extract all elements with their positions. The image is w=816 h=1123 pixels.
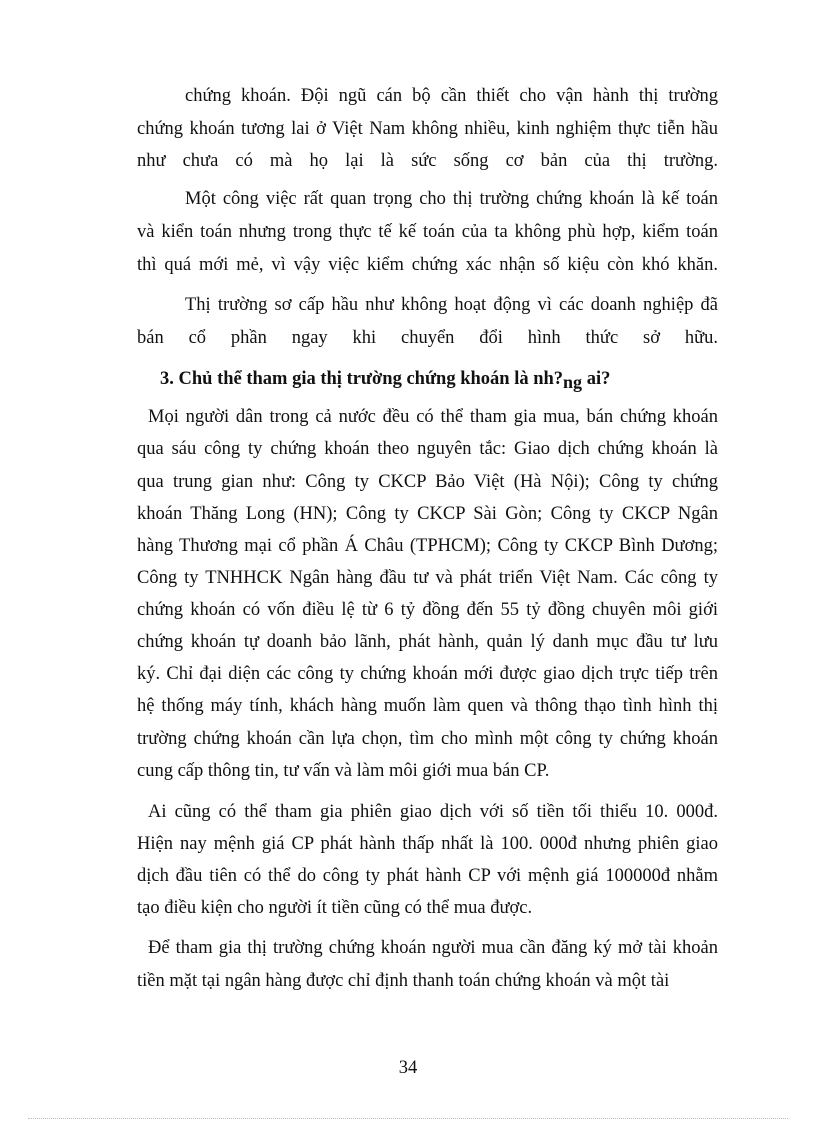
section-heading — [160, 369, 611, 392]
text-line: thì quá mới mẻ, vì vậy việc kiểm chứng xác nhận số kiệu còn khó khăn. — [137, 255, 718, 275]
text-line: dịch đầu tiên có thể do công ty phát hành CP với mệnh giá 100000đ nhằm — [137, 866, 718, 886]
text-line: hệ thống máy tính, khách hàng muốn làm quen và thông thạo tình hình thị — [137, 696, 718, 716]
text-line: Để tham gia thị trường chứng khoán người mua cần đăng ký mở tài khoản — [148, 938, 718, 958]
text-line: Một công việc rất quan trọng cho thị trường chứng khoán là kế toán — [185, 189, 718, 209]
text-line: khoán Thăng Long (HN); Công ty CKCP Sài Gòn; Công ty CKCP Ngân — [137, 504, 718, 524]
text-line: tạo điều kiện cho người ít tiền cũng có thể mua được. — [137, 898, 533, 918]
text-line: chứng khoán có vốn điều lệ từ 6 tỷ đồng đến 55 tỷ đồng chuyên môi giới — [137, 600, 718, 620]
text-line: chứng khoán. Đội ngũ cán bộ cần thiết cho vận hành thị trường — [185, 86, 718, 106]
text-line: chứng khoán tự doanh bảo lãnh, phát hành, quản lý danh mục đầu tư lưu — [137, 632, 718, 652]
text-line: tiền mặt tại ngân hàng được chỉ định thanh toán chứng khoán và một tài — [137, 971, 670, 991]
footer-divider — [28, 1118, 788, 1119]
heading-tail: ai? — [582, 369, 611, 389]
text-line: Ai cũng có thể tham gia phiên giao dịch với số tiền tối thiểu 10. 000đ. — [148, 802, 718, 822]
text-line: ký. Chỉ đại diện các công ty chứng khoán mới được giao dịch trực tiếp trên — [137, 664, 718, 684]
page-number: 34 — [398, 1058, 418, 1078]
text-line: qua trung gian như: Công ty CKCP Bảo Việt (Hà Nội); Công ty chứng — [137, 472, 718, 492]
text-line: trường chứng khoán cần lựa chọn, tìm cho mình một công ty chứng khoán — [137, 729, 718, 749]
heading-main: 3. Chủ thể tham gia thị trường chứng khoán là nh? — [160, 369, 564, 389]
text-line: Hiện nay mệnh giá CP phát hành thấp nhất là 100. 000đ nhưng phiên giao — [137, 834, 718, 854]
text-line: chứng khoán tương lai ở Việt Nam không nhiều, kinh nghiệm thực tiễn hầu — [137, 119, 718, 139]
text-line: như chưa có mà họ lại là sức sống cơ bản của thị trường. — [137, 151, 718, 171]
text-line: hàng Thương mại cổ phần Á Châu (TPHCM); Công ty CKCP Bình Dương; — [137, 536, 718, 556]
text-line: qua sáu công ty chứng khoán theo nguyên tắc: Giao dịch chứng khoán là — [137, 439, 718, 459]
text-line: Thị trường sơ cấp hầu như không hoạt động vì các doanh nghiệp đã — [185, 295, 718, 315]
text-line: và kiển toán nhưng trong thực tế kế toán của ta không phù hợp, kiểm toán — [137, 222, 718, 242]
heading-sub: ng — [563, 372, 583, 392]
text-line: bán cổ phần ngay khi chuyển đổi hình thức sở hữu. — [137, 328, 718, 348]
text-line: Công ty TNHHCK Ngân hàng đầu tư và phát triển Việt Nam. Các công ty — [137, 568, 718, 588]
text-line: cung cấp thông tin, tư vấn và làm môi giới mua bán CP. — [137, 761, 550, 781]
text-line: Mọi người dân trong cả nước đều có thể tham gia mua, bán chứng khoán — [148, 407, 718, 427]
